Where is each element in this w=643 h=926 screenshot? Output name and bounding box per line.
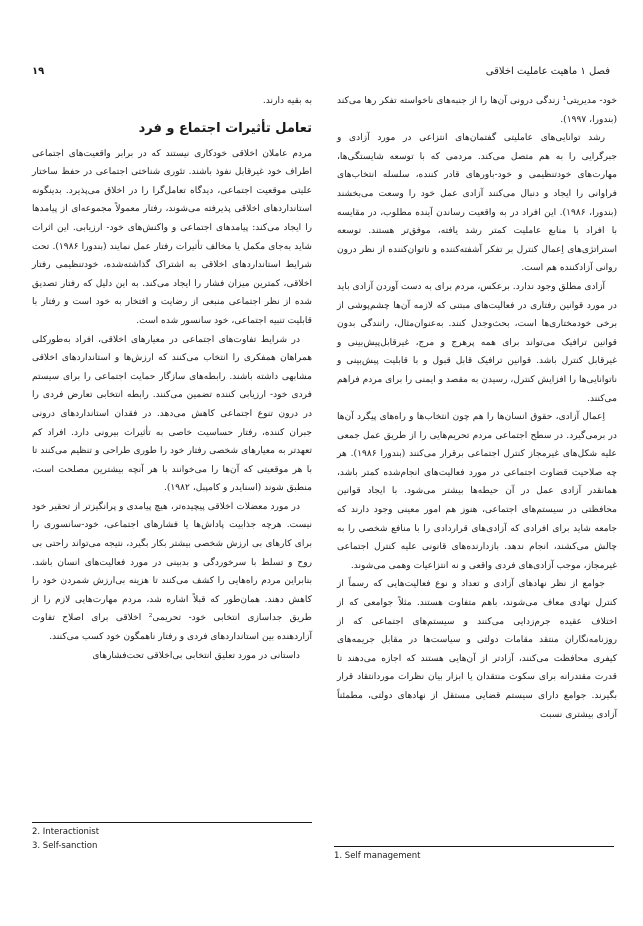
paragraph: خود- مدیریتی¹ زندگی درونی آن‌ها را از جنبه‌های ناخواسته تفکر رها می‌کند (بندورا، ۱۹۹۷). (337, 96, 617, 125)
section-heading: تعامل تأثیرات اجتماع و فرد (138, 120, 312, 136)
footnote-divider (334, 846, 614, 847)
footnote: 3. Self-sanction (32, 841, 98, 851)
paragraph: مردم عاملان اخلاقی خودکاری نیستند که در برابر واقعیت‌های اجتماعی اطراف خود غیرقابل نفوذ باشند. تئوری شناختی اجتماعی در حفظ ساختار علیتی موقعیت اجتماعی، دیدگاه تعامل‌گرا را در اخلاق می‌پذیرد. بدینگونه استانداردهای اخلاقی پذیرفته می‌شوند، رفتار معمولاً مجموعه‌ای از پیامدها را ایجاد می‌کند: پیامدهای اجتماعی و واکنش‌های خود- ارزیابی. این اثرات شاید به‌جای مکمل یا مخالف تأثیرات رفتار عمل نمایند (بندورا ۱۹۸۶). تحت شرایط استانداردهای اخلاقی به اشتراک گذاشته‌شده، خودتنظیمی رفتار اخلاقی، کمترین میزان فشار را ایجاد می‌کند. به این دلیل که رفتار تصدیق شده از نظر اجتماعی منبعی از رضایت و افتخار به خود است و رفتار با قابلیت تنبیه اجتماعی، خود سانسور شده است. (32, 148, 312, 326)
intro-line: به بقیه دارند. (262, 96, 312, 106)
paragraph: رشد توانایی‌های عاملیتی گفتمان‌های انتزاعی در مورد آزادی و جبرگرایی را به هم متصل می‌کند. مردمی که با توسعه شایستگی‌ها، مهارت‌های خودتنظیمی و خود-باورهای قادر کننده، سلسله انتخاب‌های فراوانی را ایجاد و دنبال می‌کنند آزادی عمل خود را وسعت می‌بخشند (بندورا، ۱۹۸۶). این افراد در به واقعیت رساندن آینده مطلوب، در مقایسه با افراد با منابع عاملیت کمتر رشد یافته، موفق‌تر هستند. توسعه استراتژی‌های اِعمال کنترل بر تفکر آشفته‌کننده و ناتوان‌کننده از نظر درون روانی آزادکننده هم است. (337, 133, 617, 274)
left-column (32, 92, 312, 665)
page-number: ۱۹ (32, 66, 45, 77)
paragraph: اِعمال آزادی، حقوق انسان‌ها را هم چون انتخاب‌ها و راه‌های پیگرد آن‌ها در برمی‌گیرد. در سطح اجتماعی مردم تحریم‌هایی را از طریق عمل جمعی علیه شکل‌های غیرمجاز کنترل اجتماعی برقرار می‌کنند (بندورا ۱۹۸۶). هر چه صلاحیت قضاوت اجتماعی در مورد فعالیت‌های انجام‌شده کمتر باشد، همانقدر آزادی عمل در آن حیطه‌ها بیشتر می‌شود. با ایجاد قوانین محافظتی در سیستم‌های اجتماعی، هنوز هم امور معینی وجود دارند که جامعه شاید برای افرادی که آزادی‌های قراردادی را با منافع شخصی را به چالش می‌کشند، انجام ندهد. بازدارنده‌های قانونی علیه کنترل اجتماعی غیرمجاز، موجب آزادی‌های فردی واقعی و نه انتزاعیات وهمی می‌شوند. (337, 412, 617, 571)
footnotes-left (32, 822, 312, 853)
footnote: 1. Self management (334, 851, 421, 861)
running-title: فصل ۱ ماهیت عاملیت اخلاقی (485, 66, 610, 77)
footnote: 2. Interactionist (32, 827, 100, 837)
paragraph: در شرایط تفاوت‌های اجتماعی در معیارهای اخلاقی، افراد به‌طورکلی همراهان همفکری را انتخاب می‌کنند که ارزش‌ها و استانداردهای اخلاقی مشابهی داشته باشند. رابطه‌های سازگار حمایت اجتماعی را برای سیستم فردی خود- ارزیابی کننده تضمین می‌کنند. رابطه انتخابی تعارض فردی را در درون تنوع اجتماعی کاهش می‌دهد. در فقدان استانداردهای درونی جبران کننده، رفتار حساسیت خاصی به تأثیرات بیرونی دارد. افراد کم تعهدتر به معیارهای شخصی رفتار خود را طوری طراحی و تنظیم می‌کنند تا با هر موقعیتی که آن‌ها را می‌خوانند با هر آنچه بیشترین مصلحت است، منطبق شوند (اسنایدر و کامپبل، ۱۹۸۲). (32, 334, 312, 494)
right-column (337, 92, 617, 724)
paragraph: آزادی مطلق وجود ندارد. برعکس، مردم برای به دست آوردن آزادی باید در مورد قوانین رفتاری در فعالیت‌های مبتنی که لازمه آن‌ها چشم‌پوشی از برخی خودمختاری‌ها است، بحث‌وجدل کنند. به‌عنوان‌مثال، رانندگی بدون قوانین ترافیک می‌تواند برای همه پرهرج و مرج، غیرقابل‌پیش‌بینی و غیرقابل کنترل باشد. قوانین ترافیک قابل قبول و با قابلیت پیش‌بینی و ناتوانایی‌ها را افزایش کنترل، رسیدن به مقصد و ایمنی را برای مردم فراهم می‌کنند. (337, 281, 617, 404)
paragraph: در مورد معضلات اخلاقی پیچیده‌تر، هیچ پیامدی و پرانگیزتر از تحقیر خود نیست. هرچه جذابیت پاداش‌ها یا فشارهای اجتماعی، خود-سانسوری را برای کارهای بی ارزش شخصی بیشتر بکار بگیرد، نتیجه می‌تواند راحتی بی روح و تسلط با سرخوردگی و بدبینی در مورد فعالیت‌های انسان باشد. بنابراین مردم راه‌هایی را کشف می‌کنند تا هزینه بی‌ارزش شمردن خود را کاهش دهند. همان‌طور که قبلاً اشاره شد، مردم مهارت‌هایی لازم را از طریق جداسازی انتخابی خود- تحریمی² اخلاقی برای اصلاح تفاوت آزاردهنده بین استانداردهای فردی و رفتار ناهمگون خود کسب می‌کنند. (32, 501, 312, 643)
running-header (32, 66, 610, 77)
footnote-divider (32, 822, 312, 823)
paragraph: داستانی در مورد تعلیق انتخابی بی‌اخلاقی تحت‌فشارهای (92, 650, 300, 661)
footnotes-right (334, 846, 614, 863)
paragraph: جوامع از نظر نهادهای آزادی و تعداد و نوع فعالیت‌هایی که رسماً از کنترل نهادی معاف می‌شوند، باهم متفاوت هستند. مثلاً جوامعی که از اختلاف عقیده جرم‌زدایی می‌کنند و سیستم‌های اجتماعی که از روزنامه‌نگاران منتقد مقامات دولتی و سیاست‌ها در مقابل جریمه‌های کیفری محافظت می‌کنند، آزادتر از آن‌هایی هستند که اجازه می‌دهند تا قدرت مقتدرانه برای سکوت منتقدان یا ابزار بیان نظرات موردانتقاد قرار بگیرند. جوامع دارای سیستم قضایی مستقل از نهادهای دولتی، مطمئناً آزادی بیشتری نسبت (337, 579, 617, 720)
